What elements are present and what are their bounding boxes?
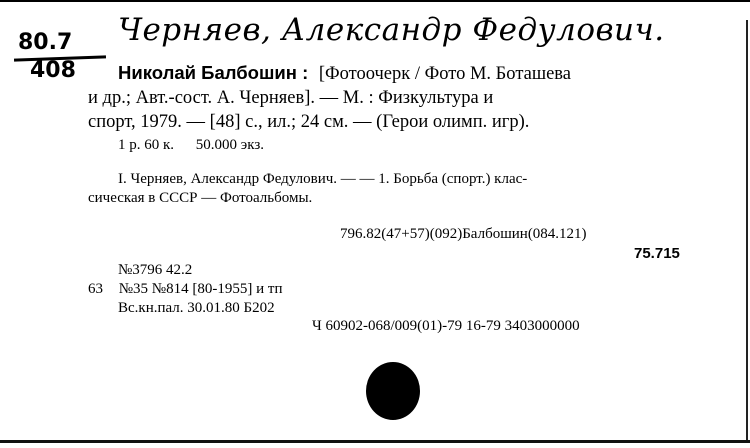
entry-line-2: и др.; Авт.-сост. А. Черняев]. — М. : Физкультура и [88,88,494,108]
tracing-line-1: I. Черняев, Александр Федулович. — — 1. Борьба (спорт.) клас- [118,171,528,187]
tracing-line-2: сическая в СССР — Фотоальбомы. [88,190,313,206]
punch-hole [366,362,420,420]
entry-heading: Николай Балбошин : [118,62,309,83]
bbk-index: 75.715 [634,245,680,262]
entry-statement: [Фотоочерк / Фото М. Боташева [318,64,571,84]
price-line [118,137,264,154]
shelfmark-bottom: 408 [30,58,76,83]
registry-numbers: №35 №814 [80-1955] и тп [118,281,283,297]
top-edge-mark [0,0,750,2]
shelfmark-top: 80.7 [18,30,73,55]
right-edge-mark [746,20,748,440]
registry-line-3: Вс.кн.пал. 30.01.80 Б202 [118,300,275,316]
entry-line-3: спорт, 1979. — [48] с., ил.; 24 см. — (Герои олимп. игр). [88,112,530,132]
udc-index: 796.82(47+57)(092)Балбошин(084.121) [340,226,587,242]
registry-prefix: 63 [88,281,103,297]
registry-line-2 [88,281,282,298]
registry-line-1: №3796 42.2 [118,262,193,278]
registry-line-4: Ч 60902-068/009(01)-79 16-79 3403000000 [312,318,580,334]
bottom-edge-mark [0,440,750,443]
handwritten-author-name: Черняев, Александр Федулович. [118,12,665,48]
price: 1 р. 60 к. [118,137,175,153]
entry-line-1 [118,62,571,85]
print-run: 50.000 экз. [195,137,264,153]
